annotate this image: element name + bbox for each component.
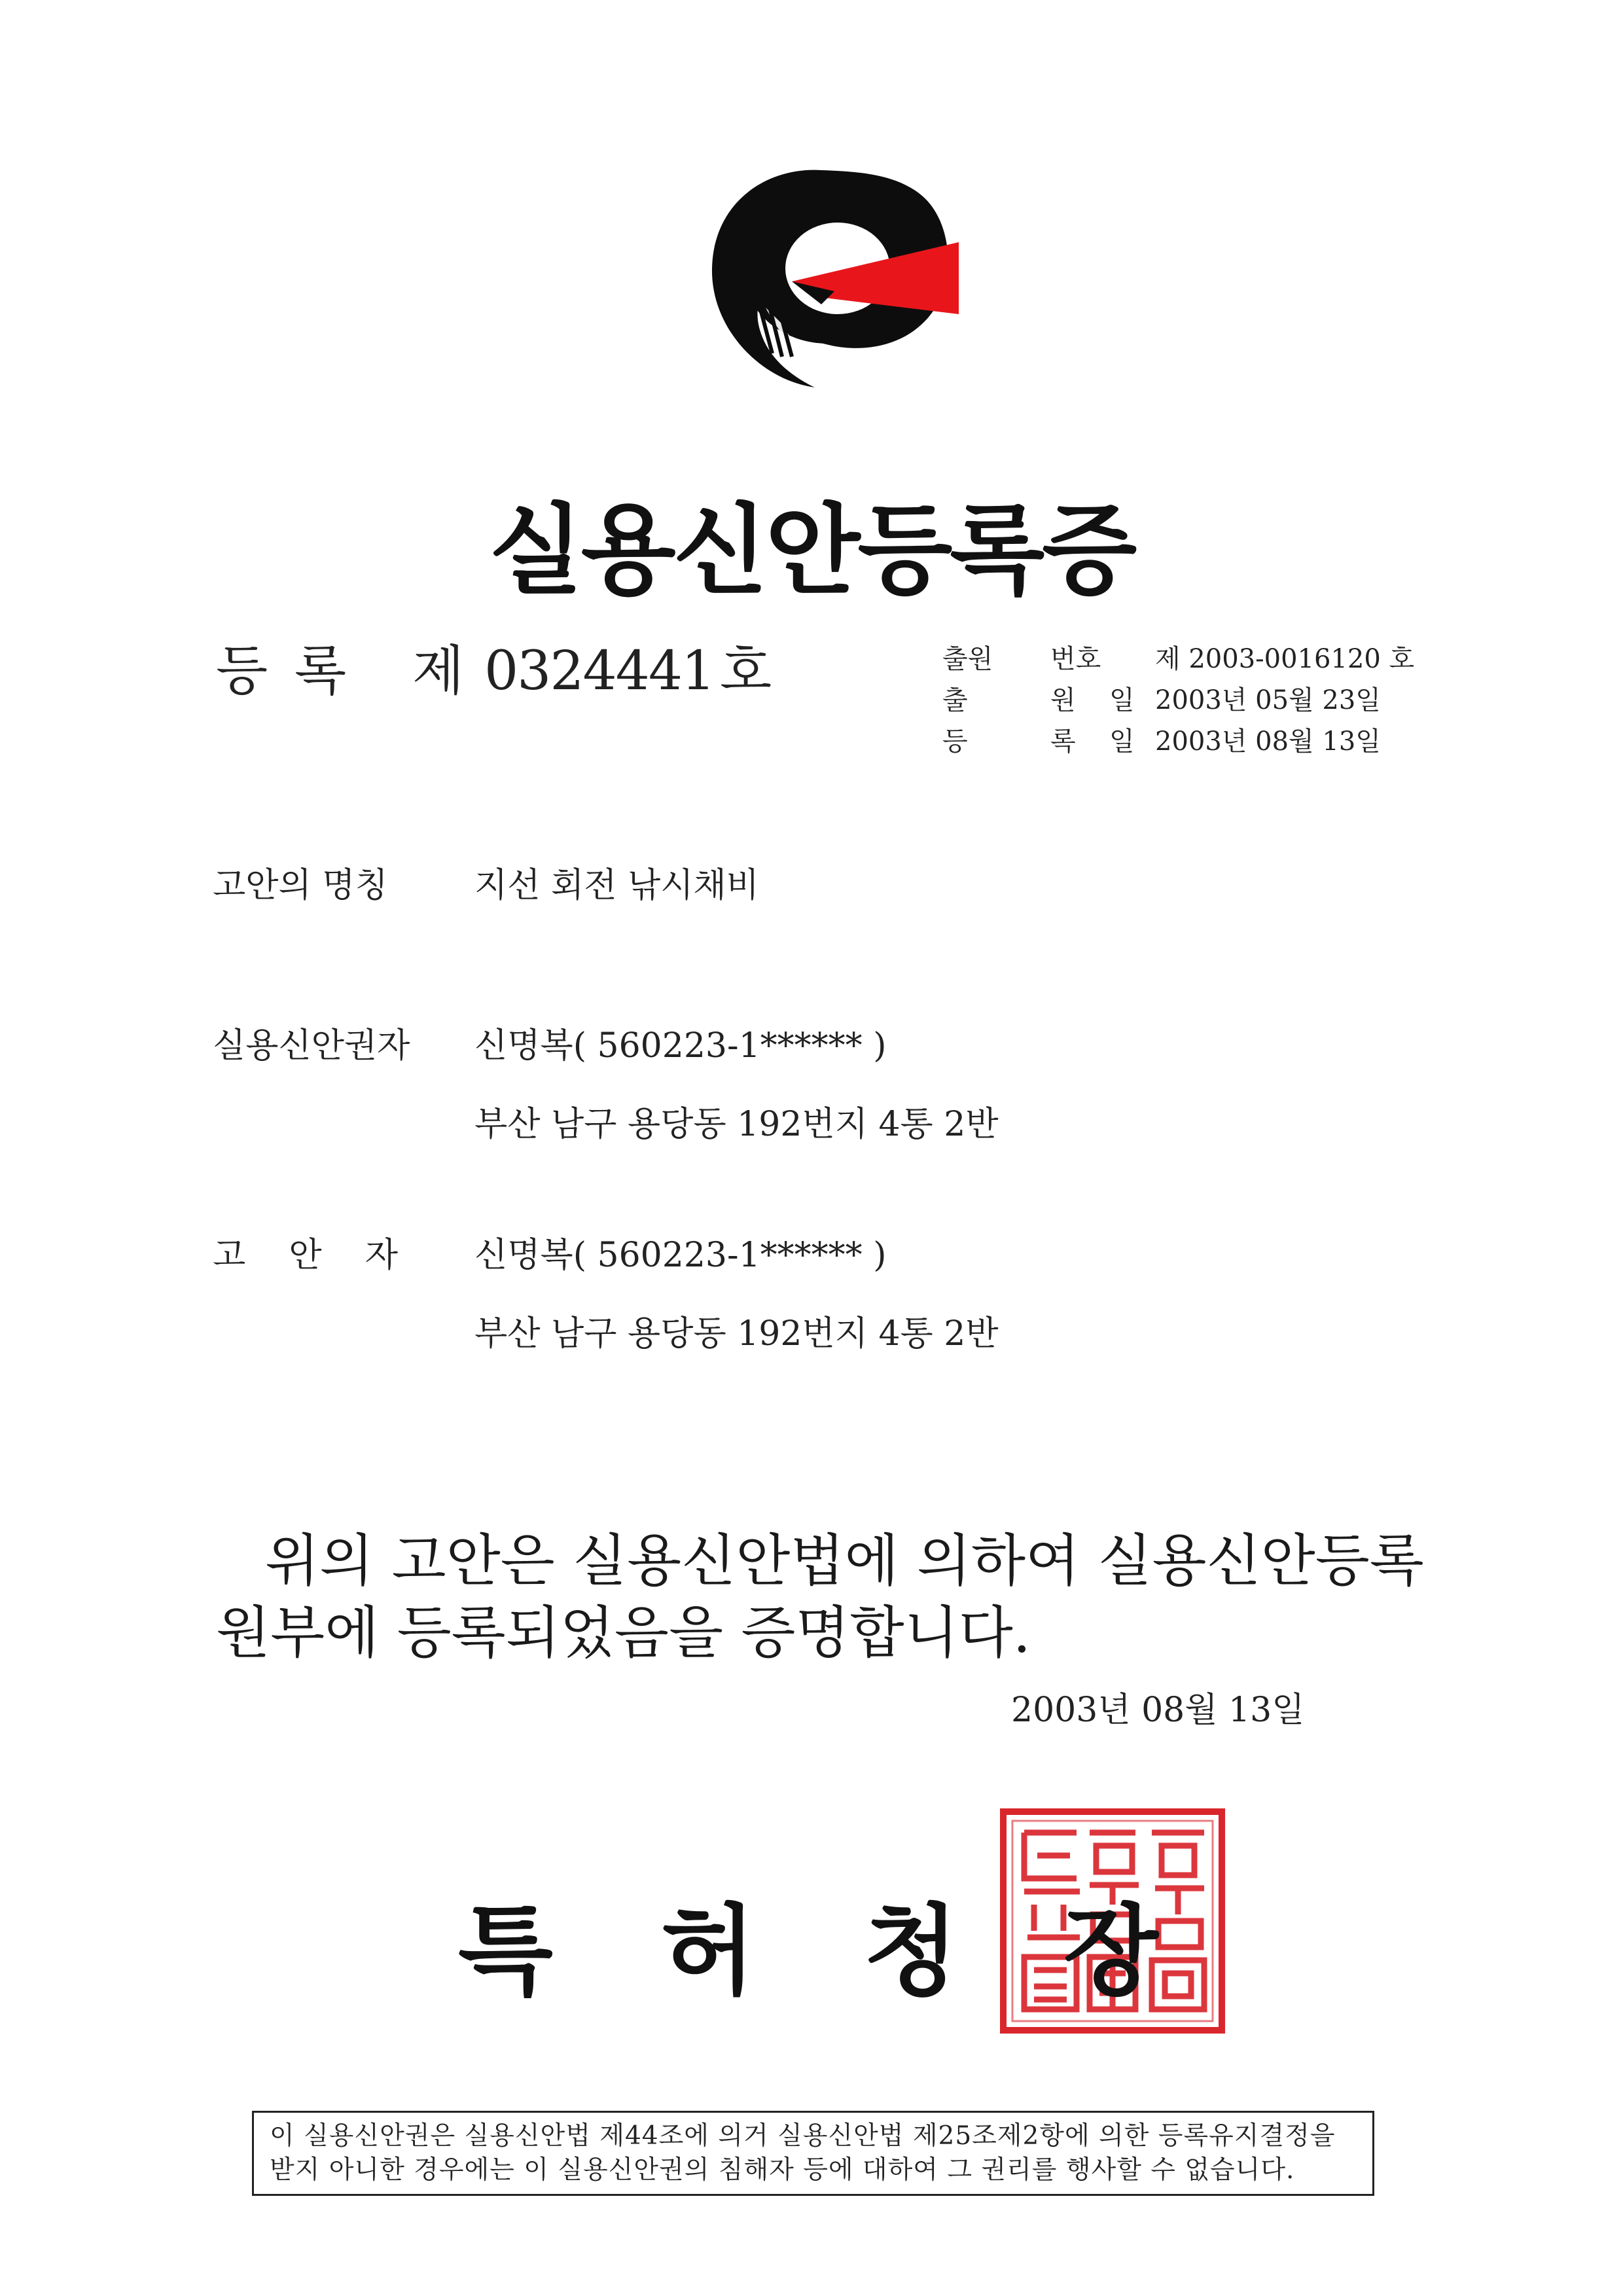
- registration-suffix: 호: [720, 640, 772, 702]
- app-key-2: 원: [1050, 685, 1076, 715]
- right-holder-address: 부산 남구 용당동 192번지 4통 2반: [474, 1105, 999, 1144]
- device-title-label: 고안의 명칭: [213, 866, 388, 905]
- right-holder-label: 실용신안권자: [213, 1026, 410, 1066]
- statement-line-1: 위의 고안은 실용신안법에 의하여 실용신안등록: [265, 1528, 1424, 1594]
- application-info: [942, 638, 1414, 762]
- certification-statement: [216, 1525, 1459, 1669]
- notice-line-2: 받지 아니한 경우에는 이 실용신안권의 침해자 등에 대하여 그 권리를 행사할 수 없습니다.: [270, 2155, 1295, 2185]
- app-key-2: 록: [1050, 726, 1076, 757]
- deviser-label: 고 안 자: [213, 1236, 398, 1275]
- legal-notice-box: [252, 2111, 1374, 2196]
- issue-date: 2003년 08월 13일: [1011, 1691, 1305, 1730]
- issuer-char-over-seal: 장: [1063, 1895, 1158, 2009]
- application-number-row: [942, 638, 1414, 679]
- application-date-row: [942, 679, 1414, 721]
- statement-line-2: 원부에 등록되었음을 증명합니다.: [216, 1600, 1031, 1666]
- app-key-2: 번호: [1050, 644, 1101, 674]
- device-title-value: 지선 회전 낚시채비: [474, 866, 759, 905]
- application-number-value: 제 2003-0016120 호: [1155, 644, 1415, 674]
- registration-label-2: 록: [294, 640, 347, 702]
- right-holder-name: 신명복( 560223-1****** ): [474, 1026, 887, 1066]
- notice-line-1: 이 실용신안권은 실용신안법 제44조에 의거 실용신안법 제25조제2항에 의한 등록유지결정을: [270, 2121, 1336, 2151]
- registration-label-1: 등: [216, 640, 268, 702]
- app-key-3: 일: [1109, 685, 1135, 715]
- registration-date-value: 2003년 08월 13일: [1155, 726, 1381, 757]
- app-key-1: 출: [942, 685, 968, 715]
- app-key-1: 등: [942, 726, 968, 757]
- kipo-emblem-icon: [687, 157, 969, 412]
- issuer-char: 허: [661, 1895, 756, 2009]
- registration-number-line: [216, 628, 772, 705]
- application-date-value: 2003년 05월 23일: [1155, 685, 1381, 715]
- registration-date-row: [942, 721, 1414, 762]
- app-key-1: 출원: [942, 644, 993, 674]
- issuer-char: 청: [864, 1895, 959, 2009]
- deviser-name: 신명복( 560223-1****** ): [474, 1236, 887, 1275]
- app-key-3: 일: [1109, 726, 1135, 757]
- document-title: 실용신안등록증: [488, 494, 1135, 608]
- registration-label-3: 제: [412, 640, 465, 702]
- registration-number: 0324441: [484, 640, 715, 702]
- deviser-address: 부산 남구 용당동 192번지 4통 2반: [474, 1314, 999, 1354]
- issuer-char: 특: [458, 1895, 553, 2009]
- issuer-title: [458, 1872, 1067, 2013]
